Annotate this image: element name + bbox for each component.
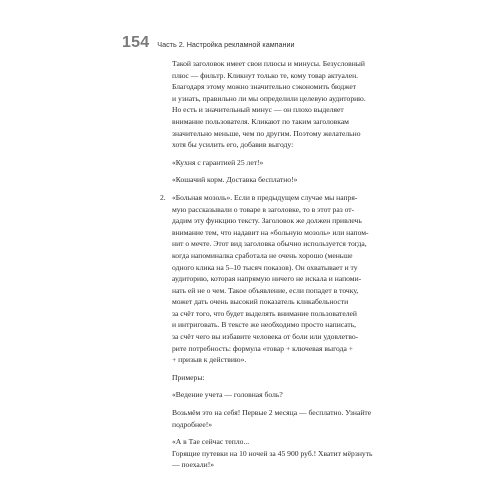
list-marker: 2. (160, 192, 166, 202)
example-headline: «Кошачий корм. Доставка бесплатно!» (172, 175, 298, 185)
text-line: и узнать, правильно ли мы определили целевую аудиторию. (172, 93, 366, 103)
text-line: и интриговать. В тексте же необходимо просто написать, (172, 320, 357, 330)
text-line: мую рассказывали о товаре в заголовке, то в этот раз от- (172, 204, 355, 214)
page-header (122, 34, 295, 52)
example-text: Возьмём это на себя! Первые 2 месяца — бесплатно. Узнайте (172, 408, 372, 418)
text-line: «Больная мозоль». Если в предыдущем случае мы напря- (172, 192, 358, 202)
example-text: — поехали!» (172, 460, 215, 470)
text-line: внимание пользователя. Кликают по таким заголовкам (172, 116, 349, 126)
example-text: подробнее!» (172, 419, 213, 429)
examples-label: Примеры: (172, 372, 205, 382)
text-line: за счёт того, что будет выделять внимание пользователей (172, 308, 357, 318)
paragraph-1 (172, 58, 386, 151)
example-text: Горящие путевки на 10 ночей за 45 900 руб.! Хватит мёрзнуть (172, 448, 373, 458)
text-line: нать ей не о чем. Такое объявление, если попадет в точку, (172, 285, 359, 295)
running-title: Часть 2. Настройка рекламной кампании (157, 40, 295, 49)
text-line: аудиторию, которая напрямую ничего не искала и напоми- (172, 274, 362, 284)
text-line: Но есть и значительный минус — он плохо выделяет (172, 105, 344, 115)
example-headline: «Ведение учета — головная боль? (172, 390, 283, 400)
example-headline: «Кухня с гарантией 25 лет!» (172, 157, 264, 167)
body-text (160, 58, 386, 471)
text-line: одного клика на 5–10 тысяч показов). Он охватывает и ту (172, 262, 358, 272)
text-line: плюс — фильтр. Кликнут только те, кому товар актуален. (172, 70, 359, 80)
text-line: когда напоминалка сработала не очень хорошо (меньше (172, 250, 353, 260)
text-line: может дать очень высокий показатель кликабельности (172, 297, 349, 307)
text-line: дадим эту функцию тексту. Заголовок же должен привлечь (172, 216, 362, 226)
text-line: Такой заголовок имеет свои плюсы и минусы. Безусловный (172, 59, 365, 68)
text-line: нит о мечте. Этот вид заголовка обычно используется тогда, (172, 239, 367, 249)
text-line: внимание тем, что надавит на «больную мозоль» или напом- (172, 227, 369, 237)
example-headline: «А в Тае сейчас тепло... (172, 437, 250, 447)
text-line: Благодаря этому можно значительно сэкономить бюджет (172, 82, 357, 92)
text-line: рите потребность: формула «товар + ключевая выгода + (172, 343, 354, 353)
text-line: за счёт чего вы избавите человека от боли или удовлетво- (172, 332, 359, 342)
page-number: 154 (122, 34, 150, 51)
text-line: хотя бы усилить его, добавив выгоду: (172, 140, 294, 150)
list-item-2 (160, 192, 386, 366)
text-line: значительно меньше, чем по другим. Поэтому желательно (172, 128, 361, 138)
text-line: + призыв к действию». (172, 355, 247, 365)
